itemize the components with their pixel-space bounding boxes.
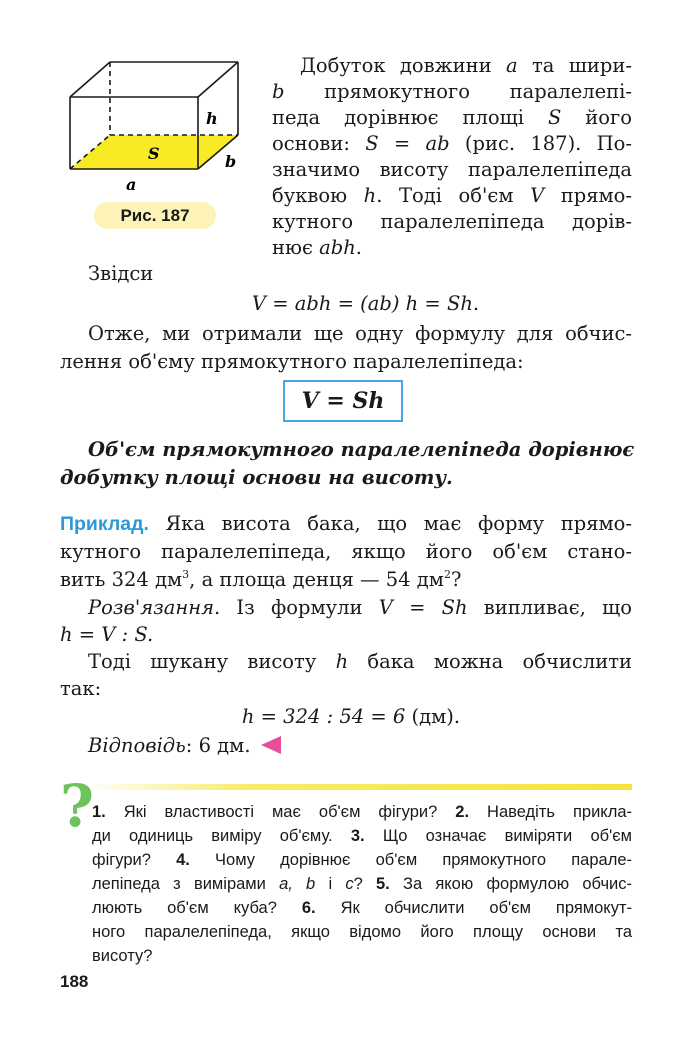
intro-line-8: нює abh. [272, 236, 362, 259]
solution-paragraph [60, 594, 632, 764]
intro-line-7: кутного паралелепіпеда дорів- [272, 210, 632, 233]
example-line-1: Приклад. Яка висота бака, що має форму прямо- [60, 512, 632, 535]
question-mark-icon: ? [60, 772, 94, 840]
questions-line-2: ди одиниць виміру об'єму. 3. Що означає виміряти об'єм [92, 827, 633, 845]
rule-line-2: добутку площі основи на висоту. [60, 466, 453, 489]
questions-line-6: ного паралелепіпеда, якщо відомо його площу основи та [92, 923, 632, 941]
solution-line-4: так: [60, 677, 102, 700]
intro-line-2: b прямокутного паралелепі- [272, 80, 632, 103]
example-line-3: вить 324 $дм^3$, а площа денця — 54 $дм^2$? [60, 568, 462, 591]
rule-text [60, 436, 635, 492]
formula-box: V = Sh [283, 380, 403, 422]
rule-line-1: Об'єм прямокутного паралелепіпеда дорівнює [88, 438, 635, 461]
thus-paragraph [60, 320, 632, 376]
questions-line-1: 1. Які властивості має об'єм фігури? 2. Наведіть прикла- [92, 803, 632, 821]
formula-1: V = abh = (ab) h = Sh. [251, 292, 480, 315]
label-a: a [126, 175, 137, 194]
questions-line-3: фігури? 4. Чому дорівнює об'єм прямокутного парале- [92, 851, 632, 869]
intro-line-3: педа дорівнює площі S його [272, 106, 632, 129]
solution-line-3: Тоді шукану висоту h бака можна обчислити [88, 650, 633, 673]
intro-line-1: Добуток довжини a та шири- [300, 54, 632, 77]
solution-line-1: Розв'язання. Із формули V = Sh випливає, що [88, 596, 632, 619]
questions-line-5: люють об'єм куба? 6. Як обчислити об'єм прямокут- [92, 899, 632, 917]
thus-line-1: Отже, ми отримали ще одну формулу для обчис- [88, 322, 632, 345]
answer-line: Відповідь: 6 дм. [60, 732, 632, 759]
figure-caption: Рис. 187 [94, 202, 216, 229]
example-paragraph [60, 510, 632, 594]
solution-formula: h = 324 : 54 = 6 (дм). [241, 705, 461, 728]
box-figure [62, 52, 252, 197]
intro-line-6: буквою h. Тоді об'єм V прямо- [272, 184, 633, 207]
example-line-2: кутного паралелепіпеда, якщо його об'єм стано- [60, 540, 632, 563]
intro-line-5: значимо висоту паралелепіпеда [272, 158, 632, 181]
example-label: Приклад. [60, 513, 149, 535]
page-number: 188 [60, 972, 89, 991]
intro-line-4: основи: S = ab (рис. 187). По- [272, 132, 632, 155]
label-h: h [206, 109, 218, 128]
label-s: S [148, 144, 160, 163]
questions-bar [84, 784, 632, 790]
triangle-marker-icon [261, 736, 281, 754]
label-b: b [225, 152, 237, 171]
questions-line-7: висоту? [92, 947, 153, 965]
questions-line-4: лепіпеда з вимірами a, b і c? 5. За якою формулою обчис- [92, 875, 633, 893]
thus-line-2: лення об'єму прямокутного паралелепіпеда: [60, 350, 524, 373]
solution-line-2: h = V : S. [60, 623, 154, 646]
hence-text: Звідси [88, 262, 154, 285]
